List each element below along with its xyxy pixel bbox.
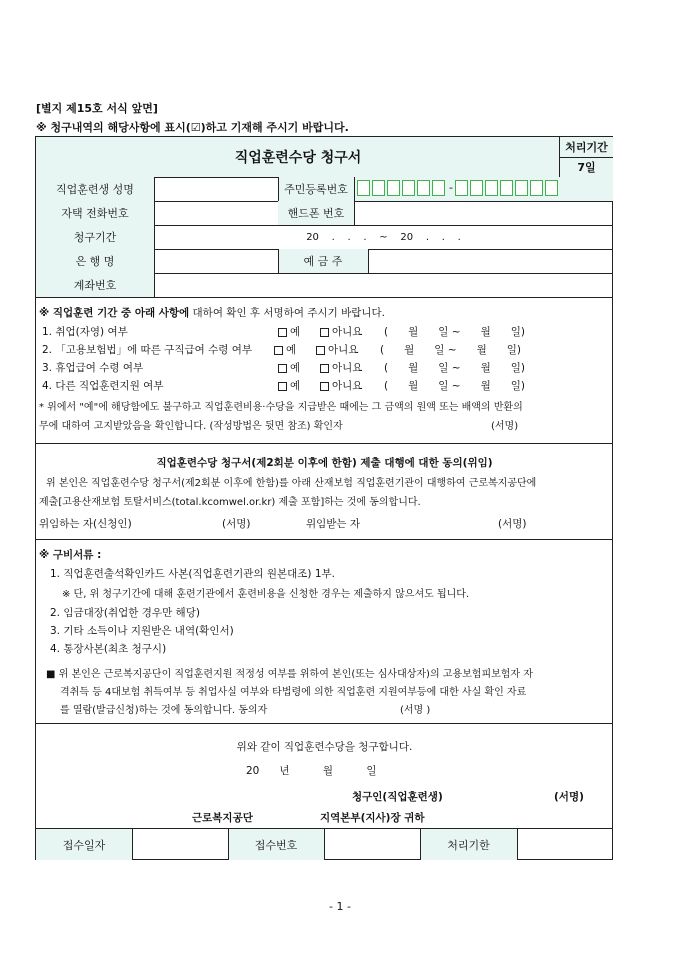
consent-line1: 위 본인은 직업훈련수당 청구서(제2회분 이후에 한함)를 아래 산재보험 직업훈련기관이 대행하여 근로복지공단에 xyxy=(46,478,537,489)
docs-title: ※ 구비서류 : xyxy=(39,549,102,561)
confirm-note-line1: * 위에서 "예"에 해당함에도 불구하고 직업훈련비용·수당을 지급받은 때에는 그 금액의 원액 또는 배액의 반환의 xyxy=(39,402,523,413)
rrn-label: 주민등록번호 xyxy=(278,177,354,201)
docs-agree-line1: ■ 위 본인은 근로복지공단이 직업훈련지원 적정성 여부를 위하여 본인(또는 심사대상자)의 고용보험피보험자 자 xyxy=(46,669,533,680)
account-number-field[interactable] xyxy=(154,273,613,297)
deadline-field[interactable] xyxy=(517,829,613,860)
mobile-field[interactable] xyxy=(354,201,613,225)
trainee-name-label: 직업훈련생 성명 xyxy=(36,177,154,201)
confirm-item-2-no[interactable]: 아니요 xyxy=(316,342,358,357)
confirm-item-4-label: 4. 다른 직업훈련지원 여부 xyxy=(42,380,164,392)
consent-title: 직업훈련수당 청구서(제2회분 이후에 한함) 제출 대행에 대한 동의(위임) xyxy=(156,457,493,469)
confirm-item-2-period[interactable]: ( 월 일 ~ 월 일) xyxy=(380,344,522,356)
rrn-input-boxes[interactable]: - xyxy=(354,177,613,201)
confirm-item-3-label: 3. 휴업급여 수령 여부 xyxy=(42,362,144,374)
home-phone-label: 자택 전화번호 xyxy=(36,201,154,225)
confirm-item-4-no[interactable]: 아니요 xyxy=(320,378,362,393)
delegator-signature[interactable]: (서명) xyxy=(222,518,251,530)
delegatee-signature[interactable]: (서명) xyxy=(498,518,527,530)
recipient-org: 근로복지공단 xyxy=(192,812,253,824)
page-number: - 1 - xyxy=(329,900,351,913)
confirm-intro-bold: ※ 직업훈련 기간 중 아래 사항에 xyxy=(39,307,190,319)
processing-period-label: 처리기간 xyxy=(560,137,613,157)
processing-period-value: 7일 xyxy=(560,157,613,177)
account-number-label: 계좌번호 xyxy=(36,273,154,297)
confirm-item-3-period[interactable]: ( 월 일 ~ 월 일) xyxy=(384,362,526,374)
confirm-item-2-yes[interactable]: 예 xyxy=(274,342,296,357)
confirm-signature[interactable]: (서명) xyxy=(491,421,519,432)
docs-item-1: 1. 직업훈련출석확인카드 사본(직업훈련기관의 원본대조) 1부. xyxy=(50,568,336,580)
form-frame xyxy=(35,136,613,860)
claimant-label: 청구인(직업훈련생) xyxy=(352,791,443,803)
confirm-item-3-yes[interactable]: 예 xyxy=(278,360,300,375)
claim-period-field[interactable]: 20 . . . ~ 20 . . . xyxy=(306,231,461,243)
docs-item-2: 2. 임금대장(취업한 경우만 해당) xyxy=(50,607,200,619)
docs-item-3: 3. 기타 소득이나 지원받은 내역(확인서) xyxy=(50,625,234,637)
depositor-field[interactable] xyxy=(368,249,613,273)
receipt-date-label: 접수일자 xyxy=(36,829,132,860)
bank-name-field[interactable] xyxy=(154,249,278,273)
confirm-item-2-label: 2. 「고용보험법」에 따른 구직급여 수령 여부 xyxy=(42,344,252,356)
home-phone-field[interactable] xyxy=(154,201,278,225)
confirm-intro xyxy=(39,305,385,320)
recipient-branch: 지역본부(지사)장 귀하 xyxy=(320,812,425,824)
mobile-label: 핸드폰 번호 xyxy=(278,201,354,225)
receipt-no-field[interactable] xyxy=(324,829,420,860)
claim-statement: 위와 같이 직업훈련수당을 청구합니다. xyxy=(236,741,413,753)
docs-agree-line2: 격취득 등 4대보험 취득여부 등 취업사실 여부와 타법령에 의한 직업훈련 지원여부등에 대한 사실 확인 자료 xyxy=(60,687,527,698)
confirm-item-1-yes[interactable]: 예 xyxy=(278,324,300,339)
confirm-item-4-yes[interactable]: 예 xyxy=(278,378,300,393)
consent-line2: 제출[고용산재보험 토탈서비스(total.kcomwel.or.kr) 제출 포함]하는 것에 동의합니다. xyxy=(39,497,421,508)
depositor-label: 예 금 주 xyxy=(278,249,368,273)
deadline-label: 처리기한 xyxy=(420,829,517,860)
claimant-signature[interactable]: (서명) xyxy=(554,791,584,803)
confirm-intro-rest: 대하여 확인 후 서명하여 주시기 바랍니다. xyxy=(189,307,385,319)
form-instruction: ※ 청구내역의 해당사항에 표시(☑)하고 기재해 주시기 바랍니다. xyxy=(36,121,349,134)
receipt-date-field[interactable] xyxy=(132,829,228,860)
docs-agree-signature[interactable]: (서명 ) xyxy=(400,705,431,716)
form-number: [별지 제15호 서식 앞면] xyxy=(36,102,158,115)
receipt-no-label: 접수번호 xyxy=(228,829,324,860)
bank-name-label: 은 행 명 xyxy=(36,249,154,273)
confirm-item-1-no[interactable]: 아니요 xyxy=(320,324,362,339)
docs-item-4: 4. 통장사본(최초 청구시) xyxy=(50,643,167,655)
claim-date[interactable]: 20 년 월 일 xyxy=(246,765,377,777)
confirm-item-1-period[interactable]: ( 월 일 ~ 월 일) xyxy=(384,326,526,338)
confirm-item-1-label: 1. 취업(자영) 여부 xyxy=(42,326,128,338)
docs-item-1-note: ※ 단, 위 청구기간에 대해 훈련기관에서 훈련비용을 신청한 경우는 제출하지 않으셔도 됩니다. xyxy=(62,589,470,600)
confirm-item-4-period[interactable]: ( 월 일 ~ 월 일) xyxy=(384,380,526,392)
form-title: 직업훈련수당 청구서 xyxy=(36,137,560,177)
delegator-label: 위임하는 자(신청인) xyxy=(39,518,132,530)
docs-agree-line3: 를 열람(발급신청)하는 것에 동의합니다. 동의자 xyxy=(60,705,268,716)
trainee-name-field[interactable] xyxy=(154,177,278,201)
delegatee-label: 위임받는 자 xyxy=(306,518,361,530)
confirm-note-line2: 무에 대하여 고지받았음을 확인합니다. (작성방법은 뒷면 참조) 확인자 xyxy=(39,421,343,432)
confirm-item-3-no[interactable]: 아니요 xyxy=(320,360,362,375)
claim-period-label: 청구기간 xyxy=(36,225,154,249)
